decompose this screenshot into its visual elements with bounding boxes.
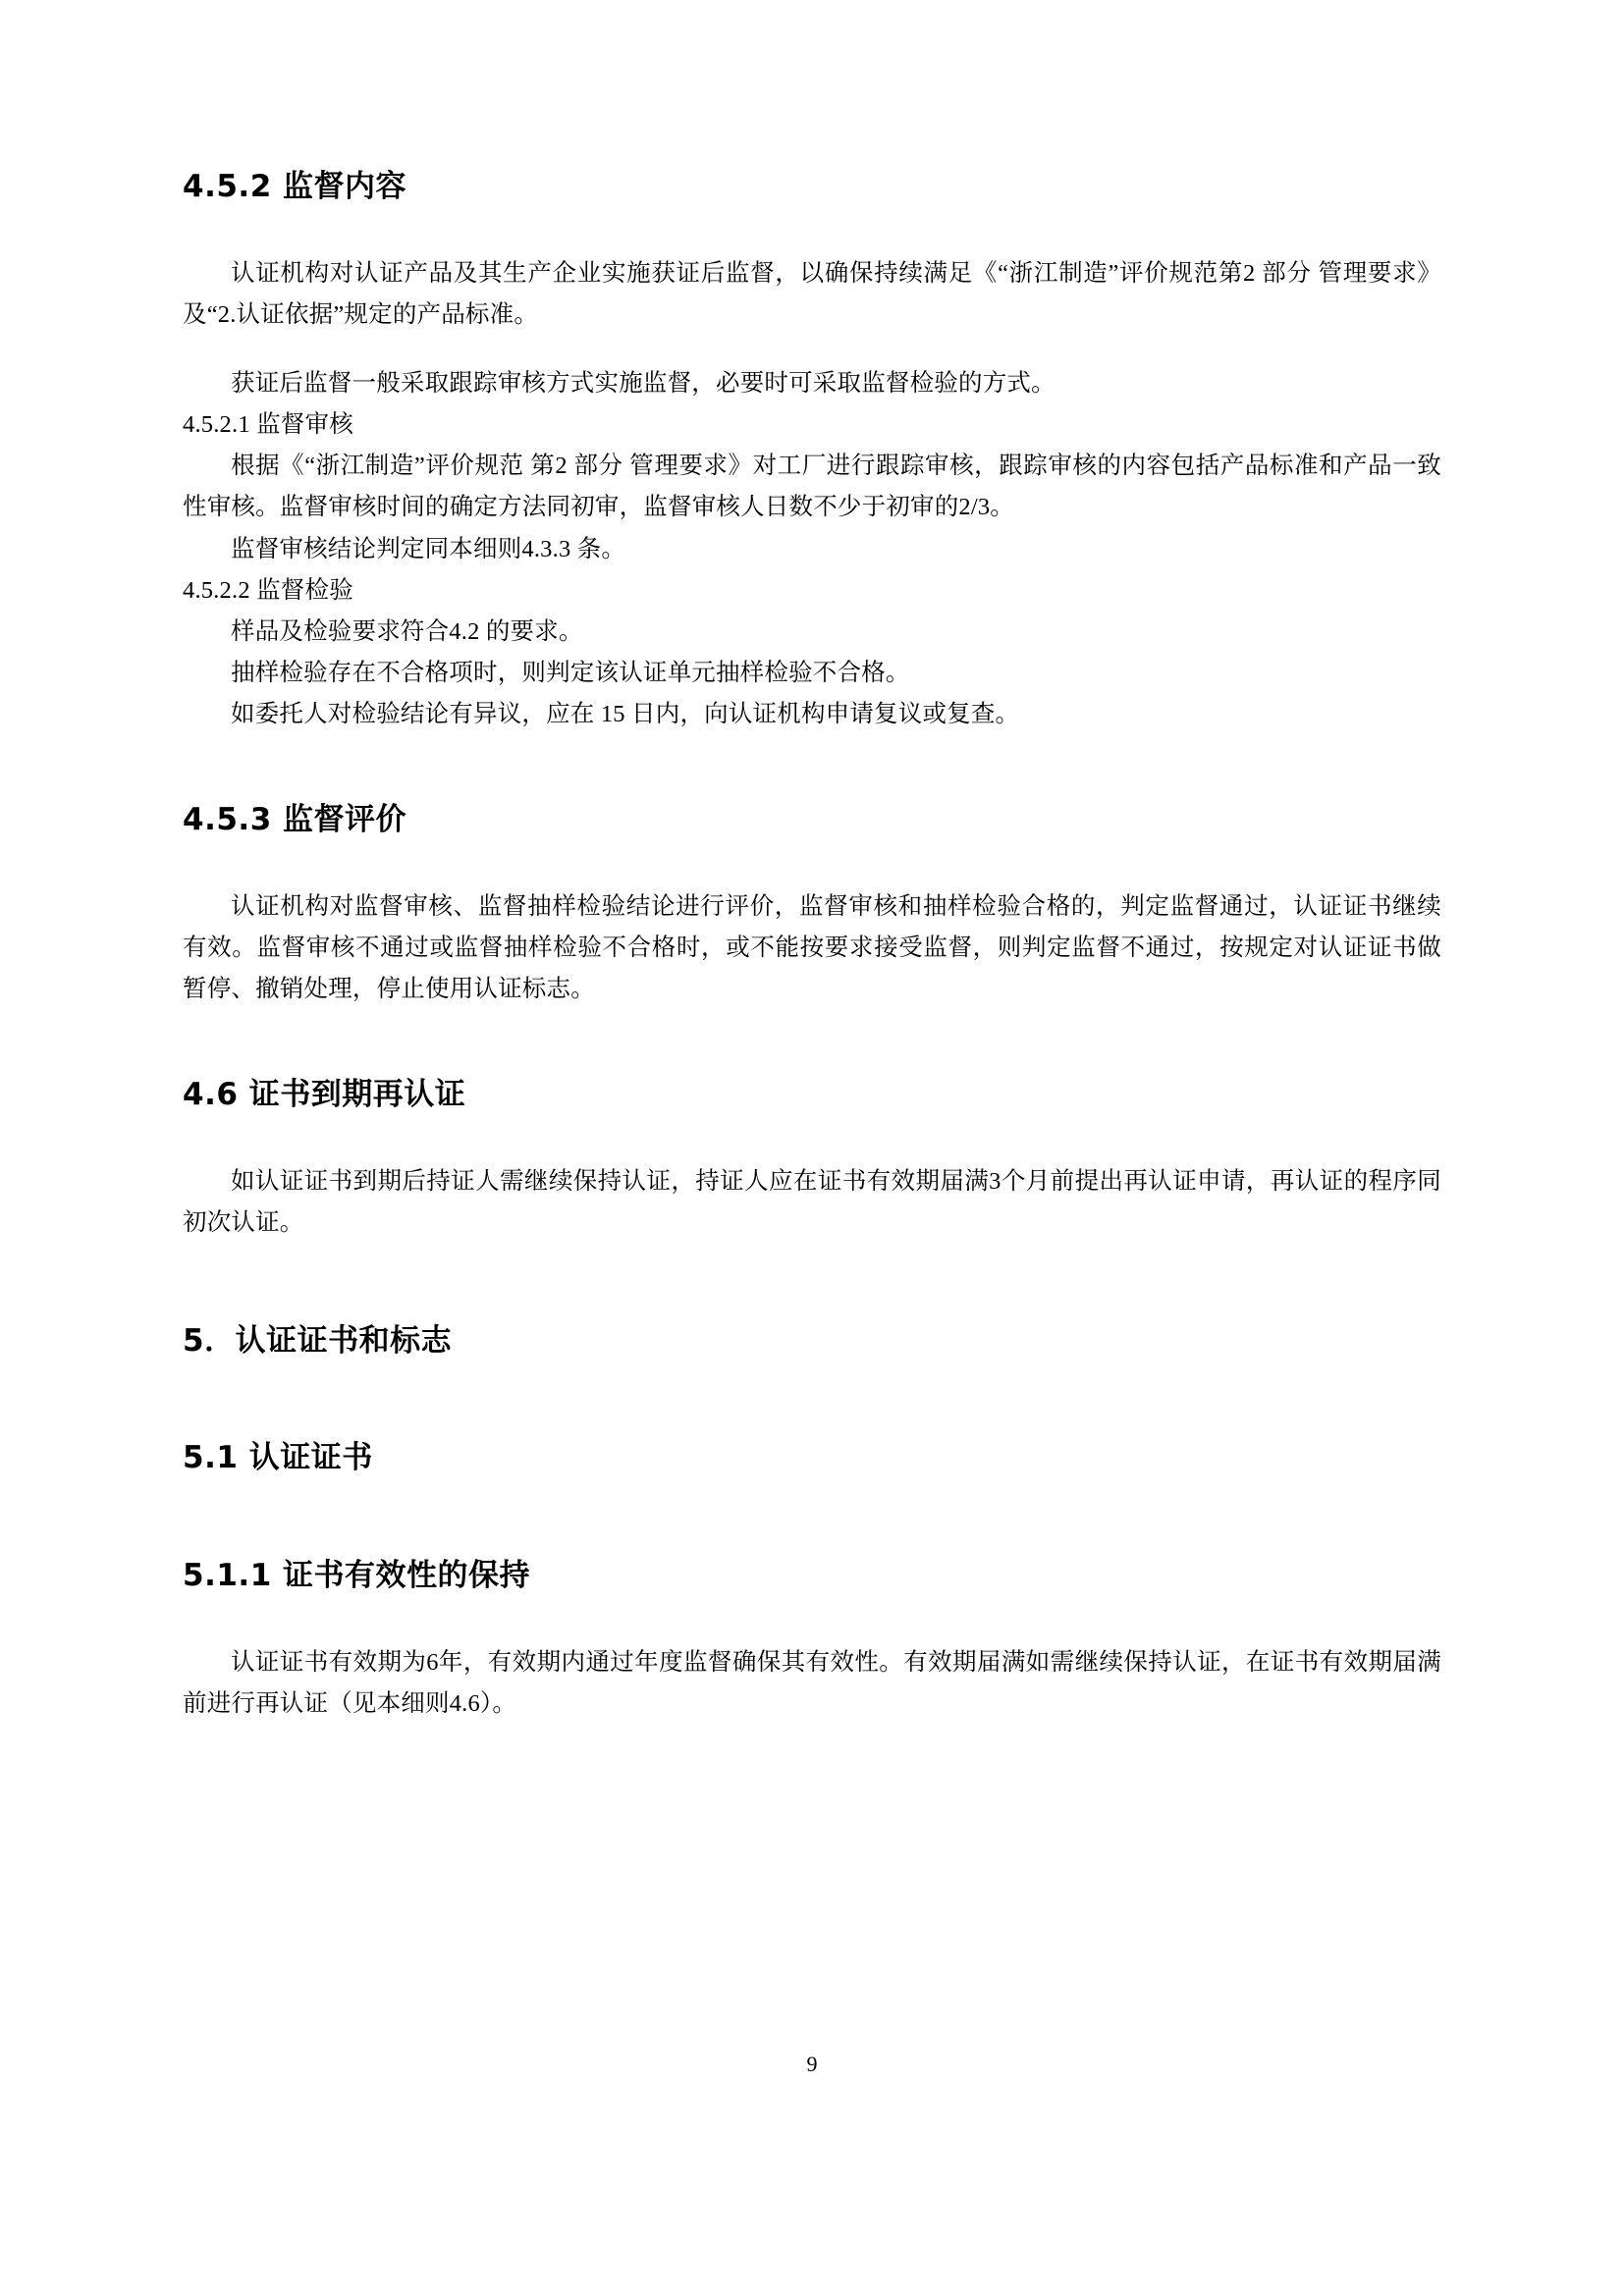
heading-5-1: 5.1 认证证书 [183,1440,373,1476]
spacer [183,208,1441,253]
spacer [183,1010,1441,1075]
heading-5-1-1: 5.1.1 证书有效性的保持 [183,1558,531,1594]
paragraph-supervision-scope: 认证机构对认证产品及其生产企业实施获证后监督，以确保持续满足《“浙江制造”评价规范第2 部分 管理要求》及“2.认证依据”规定的产品标准。 [183,259,1441,328]
paragraph-objection: 如委托人对检验结论有异议，应在 15 日内，向认证机构申请复议或复查。 [231,701,1020,728]
paragraph-validity: 认证证书有效期为6年，有效期内通过年度监督确保其有效性。有效期届满如需继续保持认证，在证书有效期届满前进行再认证（见本细则4.6）。 [183,1649,1441,1718]
paragraph-supervision-method: 获证后监督一般采取跟踪审核方式实施监督，必要时可采取监督检验的方式。 [231,370,1056,398]
heading-5: 5．认证证书和标志 [183,1322,453,1359]
paragraph-audit-conclusion: 监督审核结论判定同本细则4.3.3 条。 [231,535,626,562]
spacer [183,1597,1441,1642]
spacer [183,1479,1441,1556]
label-4-5-2-1: 4.5.2.1 监督审核 [183,411,353,439]
spacer [183,336,1441,363]
spacer [183,1116,1441,1161]
heading-4-5-2: 4.5.2 监督内容 [183,169,407,204]
spacer [183,735,1441,800]
spacer [183,1245,1441,1321]
page-number: 9 [806,2052,818,2076]
paragraph-tracking-audit: 根据《“浙江制造”评价规范 第2 部分 管理要求》对工厂进行跟踪审核，跟踪审核的内容包括产品标准和产品一致性审核。监督审核时间的确定方法同初审，监督审核人日数不少于初审的2/3。 [183,453,1441,521]
paragraph-supervision-evaluation: 认证机构对监督审核、监督抽样检验结论进行评价，监督审核和抽样检验合格的，判定监督通过，认证证书继续有效。监督审核不通过或监督抽样检验不合格时，或不能按要求接受监督，则判定监督不通过，按规定对认证证书做暂停、撤销处理，停止使用认证标志。 [183,893,1441,1003]
paragraph-sample-requirement: 样品及检验要求符合4.2 的要求。 [231,617,583,645]
heading-4-6: 4.6 证书到期再认证 [183,1077,466,1113]
document-content [183,167,1441,1725]
label-4-5-2-2: 4.5.2.2 监督检验 [183,576,353,604]
spacer [183,1362,1441,1438]
heading-4-5-3: 4.5.3 监督评价 [183,802,407,838]
spacer [183,841,1441,886]
paragraph-sampling-fail: 抽样检验存在不合格项时，则判定该认证单元抽样检验不合格。 [231,659,910,686]
paragraph-recertification: 如认证证书到期后持证人需继续保持认证，持证人应在证书有效期届满3个月前提出再认证申请，再认证的程序同初次认证。 [183,1168,1441,1237]
